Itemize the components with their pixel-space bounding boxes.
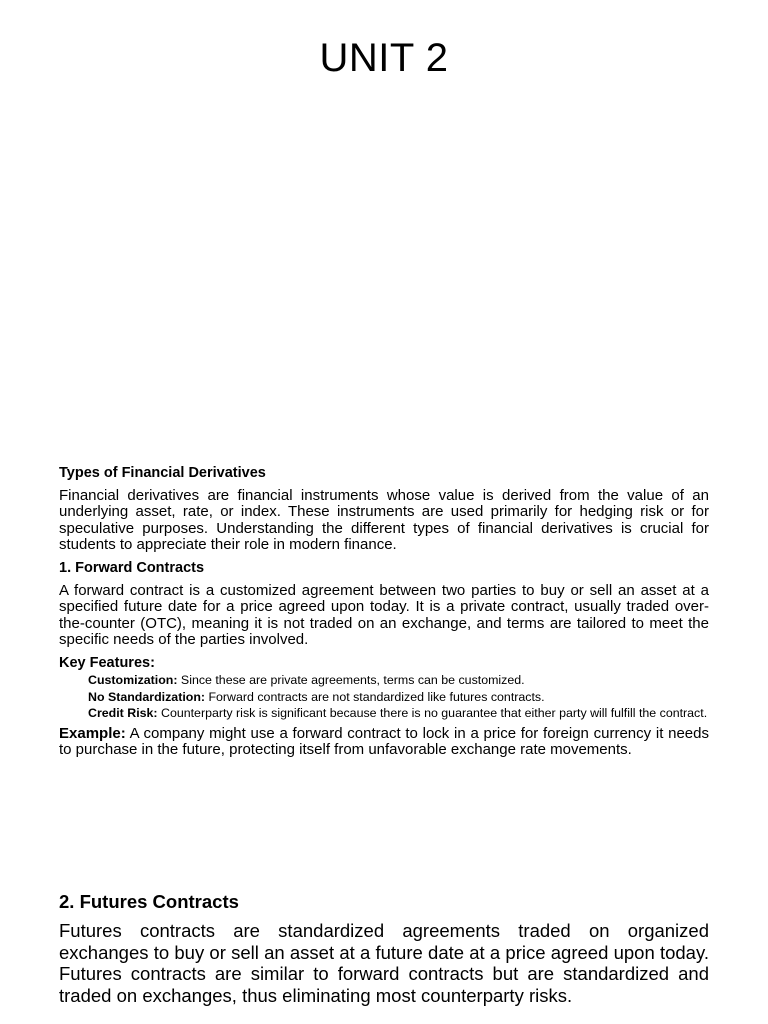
feature-item xyxy=(88,707,709,720)
feature-item xyxy=(88,674,709,687)
feature-label: Credit Risk: xyxy=(88,706,158,721)
futures-contracts-heading: 2. Futures Contracts xyxy=(59,891,239,912)
example-label: Example: xyxy=(59,724,126,742)
page-title: UNIT 2 xyxy=(319,36,449,80)
feature-text: Forward contracts are not standardized like futures contracts. xyxy=(205,689,545,704)
derivatives-section xyxy=(59,464,709,764)
key-features-heading: Key Features: xyxy=(59,655,155,672)
futures-section xyxy=(59,890,709,1006)
futures-description: Futures contracts are standardized agreements traded on organized exchanges to buy or sell an asset at a future date at a price agreed upon today. Futures contracts are similar to forward contracts but are standardized and traded on exchanges, thus eliminating most counterparty risks. xyxy=(59,920,709,1006)
feature-text: Counterparty risk is significant because there is no guarantee that either party will fulfill the contract. xyxy=(157,706,708,721)
forward-description: A forward contract is a customized agreement between two parties to buy or sell an asset at a specified future date for a price agreed upon today. It is a private contract, usually traded over-the-counter (OTC), meaning it is not traded on an exchange, and terms are tailored to meet the specific needs of the parties involved. xyxy=(59,582,709,649)
section-heading: Types of Financial Derivatives xyxy=(59,465,266,481)
example-text: A company might use a forward contract to lock in a price for foreign currency it needs to purchase in the future, protecting itself from unfavorable exchange rate movements. xyxy=(59,724,709,759)
feature-text: Since these are private agreements, terms can be customized. xyxy=(177,673,525,688)
feature-label: No Standardization: xyxy=(88,689,206,704)
example-paragraph xyxy=(59,726,709,759)
feature-item xyxy=(88,691,709,704)
key-features-list xyxy=(88,674,709,720)
feature-label: Customization: xyxy=(88,673,178,688)
forward-contracts-heading: 1. Forward Contracts xyxy=(59,560,205,577)
intro-paragraph: Financial derivatives are financial instruments whose value is derived from the value of an underlying asset, rate, or index. These instruments are used primarily for hedging risk or for speculative purposes. Understanding the different types of financial derivatives is crucial for students to appreciate their role in modern finance. xyxy=(59,487,709,553)
